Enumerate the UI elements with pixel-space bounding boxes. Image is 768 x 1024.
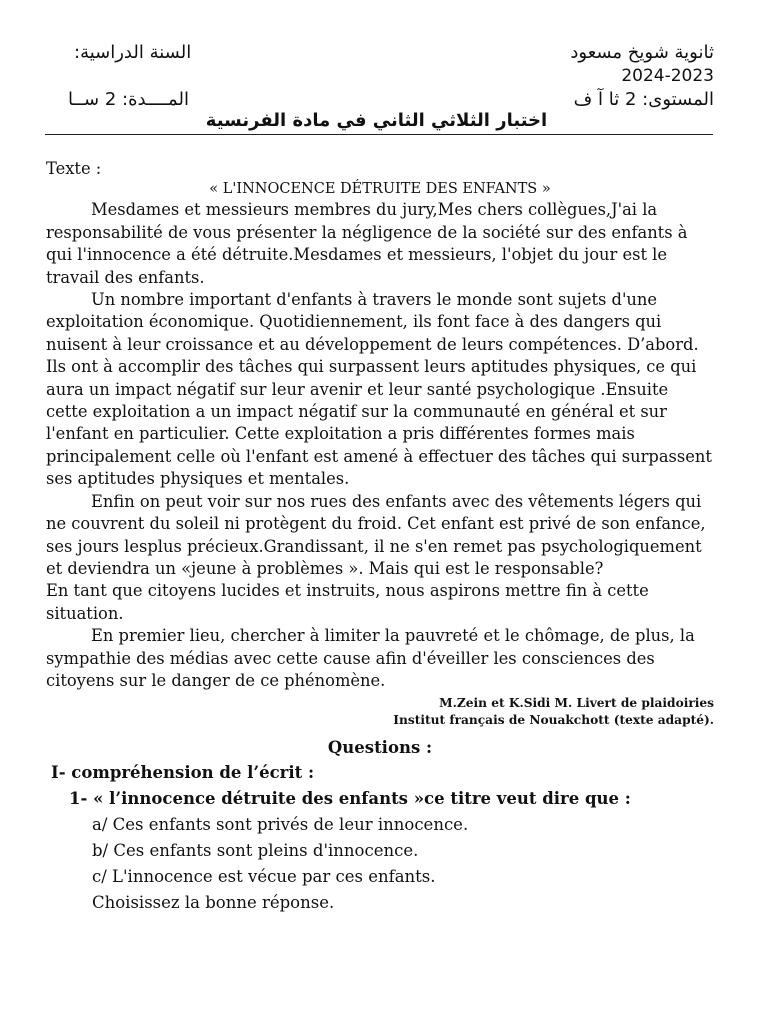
question-1: 1- « l’innocence détruite des enfants »ce titre veut dire que : — [69, 789, 631, 809]
paragraph-4: En tant que citoyens lucides et instruits, nous aspirons mettre fin à cette situation. — [46, 581, 649, 623]
school-name: ثانوية شويخ مسعود — [570, 42, 714, 63]
text-label: Texte : — [46, 159, 102, 178]
option-b: b/ Ces enfants sont pleins d'innocence. — [92, 841, 419, 861]
source-authors: M.Zein et K.Sidi M. Livert de plaidoiries — [439, 696, 714, 711]
option-c: c/ L'innocence est vécue par ces enfants. — [92, 867, 436, 887]
school-years: 2024-2023 — [621, 66, 714, 86]
question-instruction: Choisissez la bonne réponse. — [92, 893, 335, 913]
section-heading: I- compréhension de l’écrit : — [51, 763, 315, 783]
paragraph-3: Enfin on peut voir sur nos rues des enfants avec des vêtements légers qui ne couvrent du soleil ni protègent du froid. Cet enfant est privé de son enfance, ses jours lesplus précieux.Grandissant, il ne s'en remet pas psychologiquement et deviendra un «jeune à problèmes ». Mais qui est le responsable? — [46, 491, 706, 578]
questions-title: Questions : — [327, 738, 433, 758]
exam-duration: المــــدة: 2 ســا — [68, 89, 189, 110]
header-divider — [45, 134, 713, 135]
source-institute: Institut français de Nouakchott (texte adapté). — [393, 713, 714, 728]
source-citation — [46, 695, 714, 729]
option-a: a/ Ces enfants sont privés de leur innocence. — [92, 815, 469, 835]
paragraph-5: En premier lieu, chercher à limiter la pauvreté et le chômage, de plus, la sympathie des médias avec cette cause afin d'éveiller les consciences des citoyens sur le danger de ce phénomène. — [46, 626, 695, 690]
paragraph-1: Mesdames et messieurs membres du jury,Mes chers collègues,J'ai la responsabilité de vous présenter la négligence de la société sur des enfants à qui l'innocence a été détruite.Mesdames et messieurs, l'objet du jour est le travail des enfants. — [46, 200, 688, 287]
exam-title — [0, 110, 768, 131]
document-body — [46, 158, 714, 914]
text-title: « L'INNOCENCE DÉTRUITE DES ENFANTS » — [209, 181, 551, 198]
paragraph-2: Un nombre important d'enfants à travers le monde sont sujets d'une exploitation économique. Quotidiennement, ils font face à des dangers qui nuisent à leur croissance et au développement de leurs compétences. D’abord. Ils ont à accomplir des tâches qui surpassent leurs aptitudes physiques, ce qui aura un impact négatif sur leur avenir et leur santé psychologique .Ensuite cette exploitation a un impact négatif sur la communauté en général et sur l'enfant en particulier. Cette exploitation a pris différentes formes mais principalement celle où l'enfant est amené à effectuer des tâches qui surpassent ses aptitudes physiques et mentales. — [46, 290, 712, 489]
class-level: المستوى: 2 ثا آ ف — [573, 89, 714, 110]
school-year-label: السنة الدراسية: — [74, 42, 192, 63]
exam-title-text: اختبار الثلاثي الثاني في مادة الفرنسية — [205, 110, 548, 131]
